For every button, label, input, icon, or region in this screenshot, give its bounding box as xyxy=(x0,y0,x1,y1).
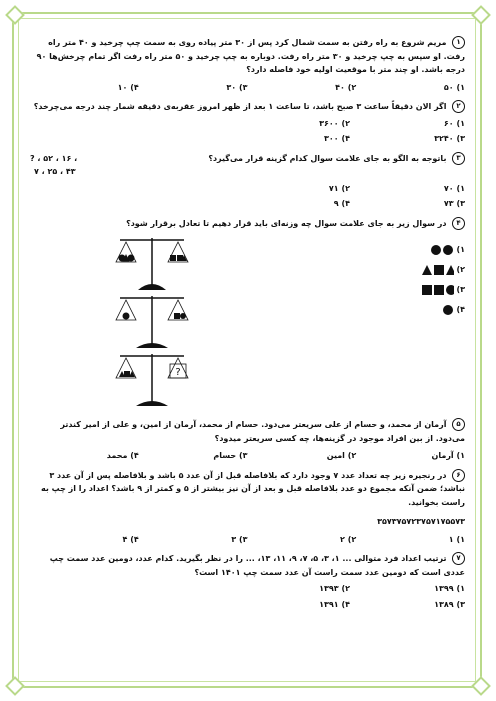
sequence-line-2: ۷ ، ۲۵ ، ۴۳ xyxy=(34,167,76,176)
option-1[interactable]: ۱) ۱ xyxy=(448,534,465,544)
option-1[interactable]: ۱) آرمان xyxy=(431,451,465,460)
question-text: در سوال زیر به جای علامت سوال چه وزنه‌ای باید قرار دهیم تا تعادل برقرار شود؟ xyxy=(126,218,447,228)
question-text: مریم شروع به راه رفتن به سمت شمال کرد پس از ۳۰ متر پیاده روی به سمت چپ چرخید و ۴۰ متر راه رفت. او سپس به چپ چرخید و ۳۰ متر راه رفت. دوباره به چپ چرخید و ۵۰ متر راه رفت اگر تمام چرخش‌ها ۹۰ درجه باشد. او چند متر با موقعیت اولیه خود فاصله دارد؟ xyxy=(36,38,465,74)
question-number: ۷ xyxy=(452,552,465,565)
question-mark: ? xyxy=(175,367,181,378)
option-2[interactable]: ۲) ۳۶۰۰ xyxy=(319,118,350,128)
weight-choice-4[interactable] xyxy=(421,300,465,320)
option-3[interactable]: ۳) ۳ xyxy=(231,534,248,544)
option-4[interactable]: ۴) ۴ xyxy=(122,534,139,544)
question-number: ۳ xyxy=(452,152,465,165)
question-3 xyxy=(30,152,465,211)
options xyxy=(30,533,465,547)
option-1[interactable]: ۱) ۱۳۹۹ xyxy=(434,584,465,593)
question-6 xyxy=(30,469,465,547)
option-4[interactable]: ۴) ۱۳۹۱ xyxy=(319,599,350,609)
option-3[interactable]: ۳) ۷۳ xyxy=(443,199,465,208)
exam-page xyxy=(30,36,465,617)
option-1[interactable]: ۱) ۷۰ xyxy=(443,183,465,193)
weight-choice-2[interactable] xyxy=(421,260,465,280)
option-2[interactable]: ۲) ۴۰ xyxy=(335,82,357,92)
question-1 xyxy=(30,36,465,94)
question-text: باتوجه به الگو به جای علامت سوال کدام گزینه قرار می‌گیرد؟ xyxy=(208,153,447,163)
option-1[interactable]: ۱) ۵۰ xyxy=(443,82,465,92)
question-number: ۱ xyxy=(452,36,465,49)
option-4[interactable]: ۴) ۱۰ xyxy=(117,82,139,92)
options xyxy=(235,182,465,211)
options xyxy=(30,81,465,95)
option-4[interactable]: ۴) محمد xyxy=(106,451,139,460)
option-3[interactable]: ۳) ۳۲۴۰ xyxy=(434,134,465,143)
question-number: ۶ xyxy=(452,469,465,482)
question-number: ۴ xyxy=(452,217,465,230)
question-text: اگر الان دقیقاً ساعت ۳ صبح باشد، تا ساعت ۱ بعد از ظهر امروز عقربه‌ی دقیقه شمار چند درجه می‌چرخد؟ xyxy=(33,102,447,111)
question-4 xyxy=(30,217,465,413)
question-number: ۲ xyxy=(452,100,465,113)
options xyxy=(235,582,465,611)
weight-choices xyxy=(421,240,465,320)
balance-scale-3 xyxy=(110,350,194,410)
weight-choice-3[interactable] xyxy=(421,280,465,300)
question-text: آرمان از محمد، و حسام از علی سریعتر می‌دود. حسام از محمد، آرمان از امین، و علی از امیر کندتر می‌دود. از بین افراد موجود در گزینه‌ها، چه کسی سریعتر میدود؟ xyxy=(60,420,465,443)
option-3[interactable]: ۳) ۱۳۸۹ xyxy=(434,599,465,609)
option-3[interactable]: ۳) حسام xyxy=(213,451,248,460)
choice-label: ۴) xyxy=(456,305,465,315)
question-number: ۵ xyxy=(452,418,465,431)
option-1[interactable]: ۱) ۶۰ xyxy=(443,118,465,128)
option-4[interactable]: ۴) ۳۰۰ xyxy=(324,134,350,143)
option-4[interactable]: ۴) ۹ xyxy=(333,199,350,208)
option-3[interactable]: ۳) ۳۰ xyxy=(226,82,248,92)
choice-label: ۲) xyxy=(456,265,465,275)
options xyxy=(235,117,465,146)
question-text: در رنجیره زیر چه تعداد عدد ۷ وجود دارد که بلافاصله قبل از آن عدد ۵ باشد و بلافاصله پس از آن عدد ۳ نباشد؛ ضمن آنکه مجموع دو عدد بلافاصله قبل و بعد از آن نیز بیشتر از ۵ و کمتر از ۹ باشد؟ اعداد را از چپ به راست بخوانید. xyxy=(40,470,465,507)
option-2[interactable]: ۲) ۱۳۹۳ xyxy=(319,584,350,593)
choice-label: ۱) xyxy=(456,245,465,255)
sequence-line-1: ? ، ۵۲ ، ۱۶ ، xyxy=(30,153,78,163)
options xyxy=(30,449,465,463)
balance-scale-2 xyxy=(110,292,194,352)
weight-choice-1[interactable] xyxy=(421,240,465,260)
balance-figures xyxy=(30,234,465,412)
choice-label: ۳) xyxy=(456,285,465,295)
option-2[interactable]: ۲) ۲ xyxy=(340,534,357,544)
question-5 xyxy=(30,418,465,463)
option-2[interactable]: ۲) ۷۱ xyxy=(328,183,350,193)
question-7 xyxy=(30,552,465,611)
balance-scale-1 xyxy=(110,234,194,294)
option-2[interactable]: ۲) امین xyxy=(326,451,357,460)
question-2 xyxy=(30,100,465,146)
digit-sequence: ۳۵۷۳۷۵۷۲۳۷۵۷۱۷۵۵۷۳ xyxy=(377,517,465,526)
question-text: ترتیب اعداد فرد متوالی ... ۱، ۳، ۵، ۷، ۹، ۱۱، ۱۳، ... را در نظر بگیرید. کدام عدد، دومین عدد سمت چپ عددی است که دومین عدد سمت راست آن عدد سمت چپ ۱۴۰۱ است؟ xyxy=(49,554,465,577)
